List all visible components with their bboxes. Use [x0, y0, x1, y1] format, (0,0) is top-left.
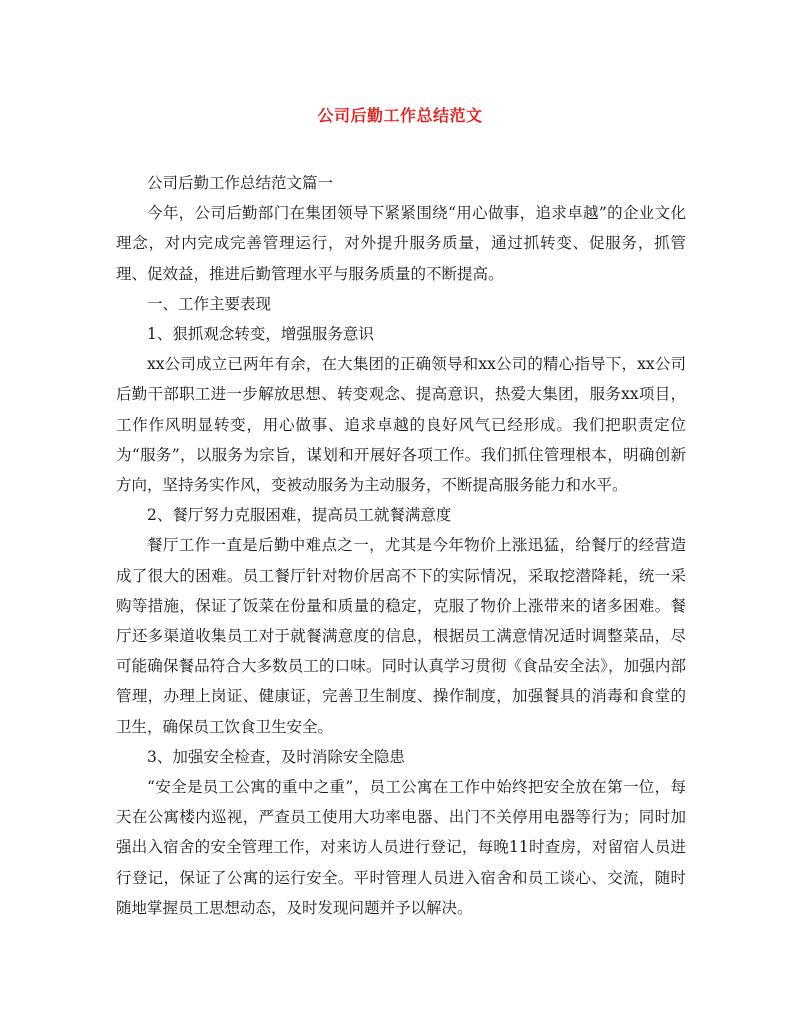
subsection-heading: 1、狠抓观念转变，增强服务意识: [147, 325, 374, 344]
body-paragraph: 今年，公司后勤部门在集团领导下紧紧围绕“用心做事，追求卓越”的企业文化理念，对内完成完善管理运行，对外提升服务质量，通过抓转变、促服务，抓管理、促效益，推进后勤管理水平与服务质量的不断提高。: [116, 204, 686, 283]
subsection-heading: 2、餐厅努力克服困难，提高员工就餐满意度: [147, 506, 452, 525]
document-body: [116, 168, 686, 923]
body-paragraph: xx公司成立已两年有余，在大集团的正确领导和xx公司的精心指导下，xx公司后勤干部职工进一步解放思想、转变观念、提高意识，热爱大集团，服务xx项目，工作作风明显转变，用心做事、追求卓越的良好风气已经形成。我们把职责定位为“服务”，以服务为宗旨，谋划和开展好各项工作。我们抓住管理根本，明确创新方向，坚持务实作风，变被动服务为主动服务，不断提高服务能力和水平。: [116, 355, 686, 495]
section-heading: 一、工作主要表现: [147, 294, 272, 313]
section-heading: 公司后勤工作总结范文篇一: [147, 174, 334, 192]
subsection-heading: 3、加强安全检查，及时消除安全隐患: [147, 747, 405, 766]
document-title: 公司后勤工作总结范文: [317, 106, 483, 125]
body-paragraph: 餐厅工作一直是后勤中难点之一，尤其是今年物价上涨迅猛，给餐厅的经营造成了很大的困难。员工餐厅针对物价居高不下的实际情况，采取挖潜降耗，统一采购等措施，保证了饭菜在份量和质量的稳定，克服了物价上涨带来的诸多困难。餐厅还多渠道收集员工对于就餐满意度的信息，根据员工满意情况适时调整菜品，尽可能确保餐品符合大多数员工的口味。同时认真学习贯彻《食品安全法》，加强内部管理，办理上岗证、健康证，完善卫生制度、操作制度，加强餐具的消毒和食堂的卫生，确保员工饮食卫生安全。: [116, 536, 686, 736]
body-paragraph: “安全是员工公寓的重中之重”，员工公寓在工作中始终把安全放在第一位，每天在公寓楼内巡视，严查员工使用大功率电器、出门不关停用电器等行为；同时加强出入宿舍的安全管理工作，对来访人员进行登记，每晚11时查房，对留宿人员进行登记，保证了公寓的运行安全。平时管理人员进入宿舍和员工谈心、交流，随时随地掌握员工思想动态，及时发现问题并予以解决。: [116, 778, 686, 917]
